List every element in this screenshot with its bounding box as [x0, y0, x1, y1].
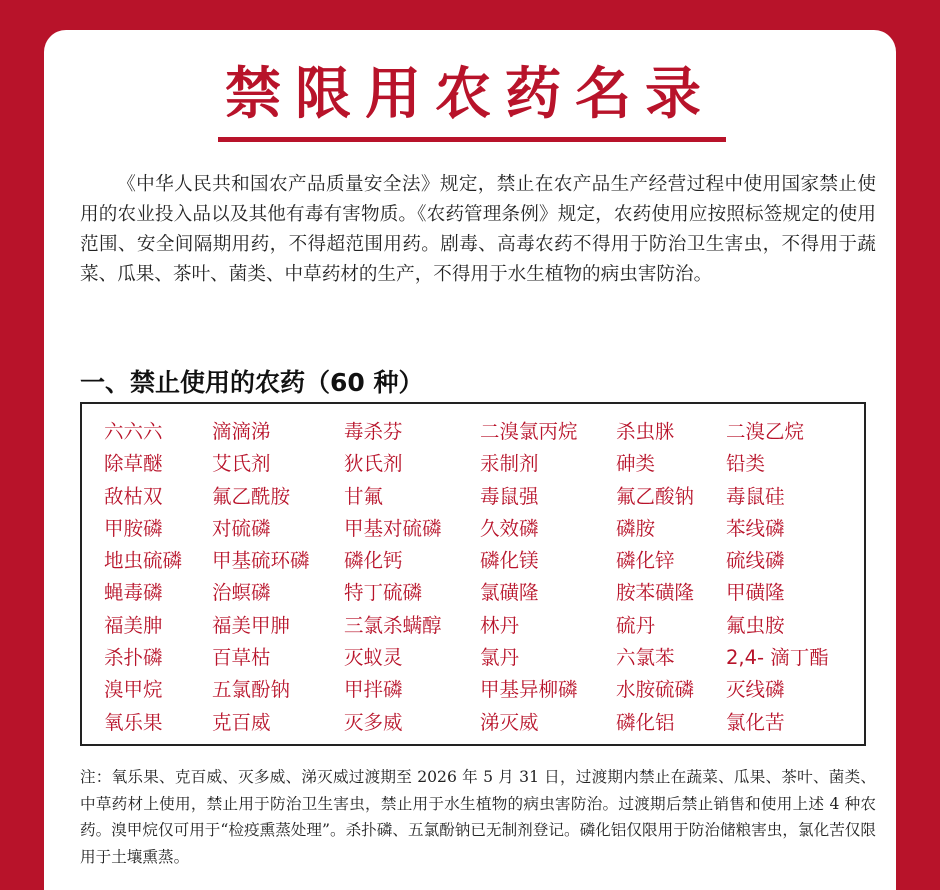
pesticide-name: 毒鼠强 — [480, 484, 539, 508]
pesticide-name: 杀扑磷 — [104, 646, 163, 670]
pesticide-name: 三氯杀螨醇 — [344, 613, 442, 637]
pesticide-name: 磷化镁 — [480, 549, 539, 573]
pesticide-name: 甲胺磷 — [104, 516, 163, 540]
pesticide-name: 氟乙酰胺 — [212, 484, 291, 508]
pesticide-name: 狄氏剂 — [344, 452, 403, 476]
pesticide-name: 甲拌磷 — [344, 678, 403, 702]
pesticide-name: 硫丹 — [616, 613, 656, 637]
pesticide-name: 五氯酚钠 — [212, 678, 291, 702]
pesticide-name: 蝇毒磷 — [104, 581, 163, 605]
pesticide-name: 毒杀芬 — [344, 420, 403, 443]
pesticide-name: 2,4- 滴丁酯 — [726, 646, 829, 670]
pesticide-name: 久效磷 — [480, 516, 539, 540]
pesticide-name: 毒鼠硅 — [726, 484, 785, 508]
pesticide-name: 硫线磷 — [726, 549, 785, 573]
intro-paragraph: 《中华人民共和国农产品质量安全法》规定，禁止在农产品生产经营过程中使用国家禁止使用的农业投入品以及其他有毒有害物质。《农药管理条例》规定，农药使用应按照标签规定的使用范围、安全间隔期用药，不得超范围用药。剧毒、高毒农药不得用于防治卫生害虫，不得用于蔬菜、瓜果、茶叶、菌类、中草药材的生产，不得用于水生植物的病虫害防治。 — [80, 174, 876, 285]
pesticide-name: 氧乐果 — [104, 710, 163, 734]
pesticide-name: 林丹 — [480, 613, 520, 637]
section-heading-banned: 一、禁止使用的农药（60 种） — [80, 368, 424, 397]
pesticide-name: 氟乙酸钠 — [616, 484, 695, 508]
pesticide-name: 氯化苦 — [726, 710, 785, 734]
pesticide-grid — [104, 416, 864, 739]
pesticide-name: 涕灭威 — [480, 710, 539, 734]
pesticide-name: 福美胂 — [104, 613, 163, 637]
pesticide-name: 灭线磷 — [726, 678, 785, 702]
pesticide-name: 艾氏剂 — [212, 452, 271, 476]
pesticide-name: 磷化锌 — [616, 549, 675, 573]
pesticide-name: 砷类 — [616, 452, 656, 476]
pesticide-name: 磷化钙 — [344, 549, 403, 573]
pesticide-name: 百草枯 — [212, 646, 271, 670]
pesticide-name: 铅类 — [726, 452, 766, 476]
pesticide-name: 六氯苯 — [616, 646, 675, 670]
pesticide-name: 磷胺 — [616, 516, 656, 540]
pesticide-name: 磷化铝 — [616, 710, 675, 734]
pesticide-name: 甲磺隆 — [726, 581, 785, 605]
pesticide-name: 地虫硫磷 — [104, 549, 183, 573]
pesticide-name: 二溴乙烷 — [726, 420, 805, 443]
pesticide-name: 灭多威 — [344, 710, 403, 734]
document-card — [44, 30, 896, 890]
pesticide-name: 甲基异柳磷 — [480, 678, 578, 702]
banned-pesticide-table — [80, 402, 866, 746]
pesticide-name: 溴甲烷 — [104, 678, 163, 702]
pesticide-name: 甲基硫环磷 — [212, 549, 310, 573]
pesticide-name: 杀虫脒 — [616, 420, 675, 443]
pesticide-name: 对硫磷 — [212, 516, 271, 540]
note-paragraph: 注：氧乐果、克百威、灭多威、涕灭威过渡期至 2026 年 5 月 31 日，过渡期内禁止在蔬菜、瓜果、茶叶、菌类、中草药材上使用，禁止用于防治卫生害虫，禁止用于水生植物的病虫害防治。过渡期后禁止销售和使用上述 4 种农药。溴甲烷仅可用于“检疫熏蒸处理”。杀扑磷、五氯酚钠已无制剂登记。磷化铝仅限用于防治储粮害虫，氯化苦仅限用于土壤熏蒸。 — [80, 768, 876, 866]
pesticide-name: 克百威 — [212, 710, 271, 734]
pesticide-name: 福美甲胂 — [212, 613, 291, 637]
pesticide-name: 汞制剂 — [480, 452, 539, 476]
pesticide-name: 氯磺隆 — [480, 581, 539, 605]
pesticide-name: 灭蚁灵 — [344, 646, 403, 670]
pesticide-name: 水胺硫磷 — [616, 678, 695, 702]
title-underline — [218, 137, 726, 142]
pesticide-name: 甘氟 — [344, 484, 384, 508]
pesticide-name: 氯丹 — [480, 646, 520, 670]
pesticide-name: 滴滴涕 — [212, 420, 271, 443]
pesticide-name: 除草醚 — [104, 452, 163, 476]
pesticide-name: 敌枯双 — [104, 484, 163, 508]
page-title: 禁限用农药名录 — [225, 62, 715, 127]
pesticide-name: 二溴氯丙烷 — [480, 420, 578, 443]
pesticide-name: 甲基对硫磷 — [344, 516, 442, 540]
pesticide-name: 胺苯磺隆 — [616, 581, 695, 605]
pesticide-name: 治螟磷 — [212, 581, 271, 605]
pesticide-name: 氟虫胺 — [726, 613, 785, 637]
pesticide-name: 苯线磷 — [726, 516, 785, 540]
pesticide-name: 特丁硫磷 — [344, 581, 423, 605]
pesticide-name: 六六六 — [104, 420, 163, 443]
